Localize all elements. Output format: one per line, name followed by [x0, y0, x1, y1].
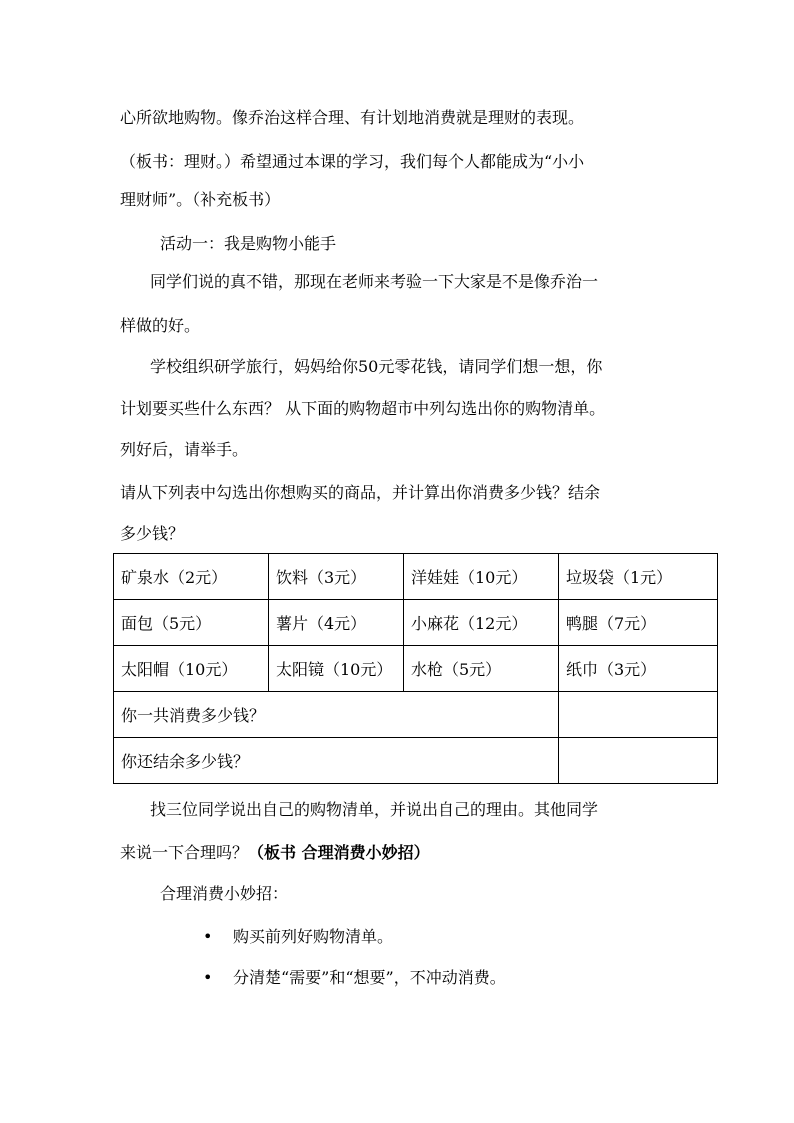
table-cell: 矿泉水（2元）: [114, 554, 269, 600]
paragraph-line-13: [120, 843, 430, 863]
activity-heading: 活动一：我是购物小能手: [160, 234, 337, 253]
board-note: （板书 合理消费小妙招）: [248, 843, 430, 862]
list-item: [203, 968, 506, 988]
total-answer-cell[interactable]: [559, 692, 718, 738]
paragraph-line-8: 计划要买些什么东西？ 从下面的购物超市中列勾选出你的购物清单。: [120, 399, 606, 418]
paragraph-line-7: 学校组织研学旅行，妈妈给你50元零花钱，请同学们想一想，你: [150, 357, 603, 376]
bullet-icon: •: [203, 968, 213, 987]
paragraph-line-2: （板书：理财。）希望通过本课的学习，我们每个人都能成为“小小: [120, 152, 585, 171]
tips-heading: 合理消费小妙招：: [160, 884, 289, 903]
paragraph-line-6: 样做的好。: [120, 316, 201, 335]
instruction-line-2: 多少钱？: [120, 524, 185, 543]
table-row-total: [114, 692, 718, 738]
list-item: [203, 927, 393, 947]
table-cell: 垃圾袋（1元）: [559, 554, 718, 600]
table-row: [114, 554, 718, 600]
remaining-question-cell: 你还结余多少钱？: [114, 738, 559, 784]
table-cell: 面包（5元）: [114, 600, 269, 646]
table-cell: 纸巾（3元）: [559, 646, 718, 692]
table-cell: 洋娃娃（10元）: [404, 554, 559, 600]
table-cell: 小麻花（12元）: [404, 600, 559, 646]
table-cell: 饮料（3元）: [269, 554, 404, 600]
table-row: [114, 646, 718, 692]
table-cell: 水枪（5元）: [404, 646, 559, 692]
list-item-text: 购买前列好购物清单。: [233, 927, 394, 946]
instruction-line-1: 请从下列表中勾选出你想购买的商品，并计算出你消费多少钱？结余: [120, 483, 601, 502]
table-cell: 鸭腿（7元）: [559, 600, 718, 646]
paragraph-line-12: 找三位同学说出自己的购物清单，并说出自己的理由。其他同学: [150, 800, 599, 819]
bullet-icon: •: [203, 927, 213, 946]
table-cell: 太阳镜（10元）: [269, 646, 404, 692]
total-question-cell: 你一共消费多少钱？: [114, 692, 559, 738]
shopping-table: [113, 553, 718, 784]
paragraph-line-3: 理财师”。（补充板书）: [120, 190, 281, 209]
table-cell: 太阳帽（10元）: [114, 646, 269, 692]
list-item-text: 分清楚“需要”和“想要”，不冲动消费。: [233, 968, 506, 987]
paragraph-line-1: 心所欲地购物。像乔治这样合理、有计划地消费就是理财的表现。: [120, 108, 585, 127]
paragraph-line-5: 同学们说的真不错，那现在老师来考验一下大家是不是像乔治一: [150, 272, 599, 291]
paragraph-line-9: 列好后，请举手。: [120, 440, 249, 459]
table-cell: 薯片（4元）: [269, 600, 404, 646]
remaining-answer-cell[interactable]: [559, 738, 718, 784]
question-text: 来说一下合理吗？: [120, 843, 249, 862]
table-row: [114, 600, 718, 646]
table-row-remaining: [114, 738, 718, 784]
